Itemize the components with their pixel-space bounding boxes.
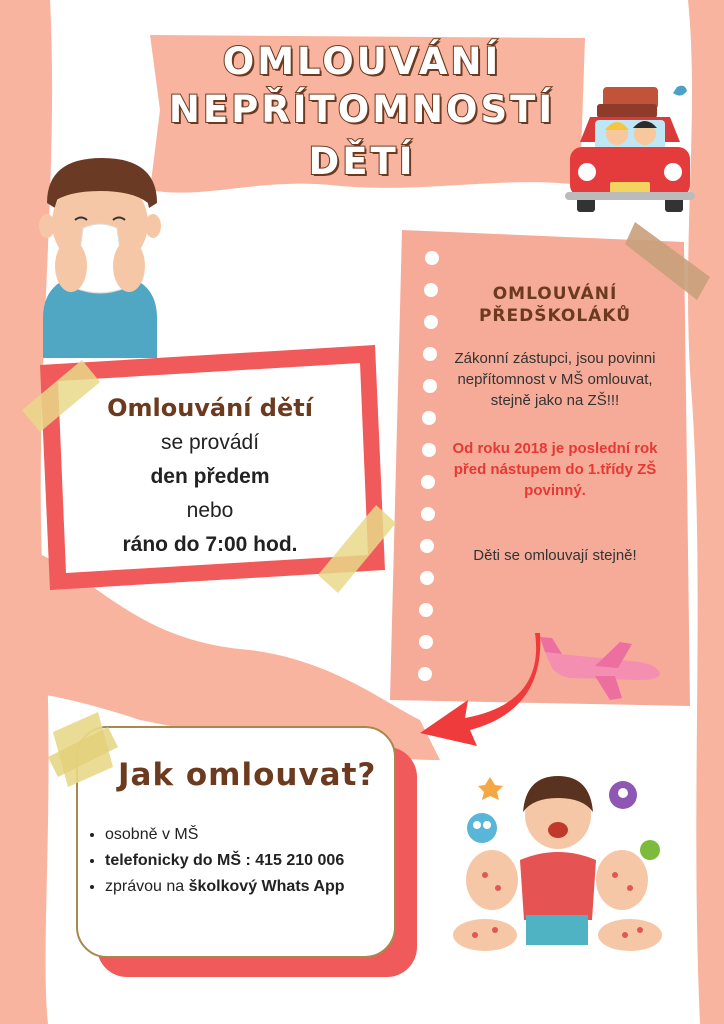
when-box-line3: den předem [150, 465, 270, 488]
preschool-text-2c: povinný. [524, 482, 586, 499]
sick-boy-illustration [35, 148, 165, 358]
how-box-heading: Jak omlouvat? [118, 757, 377, 793]
title-line-2: NEPŘÍTOMNOSTÍ [168, 88, 556, 131]
red-arrow [415, 628, 545, 748]
when-box [60, 370, 360, 570]
preschool-title-1: OMLOUVÁNÍ [492, 284, 618, 304]
preschool-text-2b: před nástupem do 1.třídy ZŠ [453, 461, 657, 478]
sick-child-germs-illustration [440, 770, 670, 955]
when-box-heading: Omlouvání dětí [107, 394, 313, 422]
how-item-whatsapp-prefix: zprávou na [105, 878, 189, 895]
title-line-1: OMLOUVÁNÍ [222, 40, 502, 83]
how-item-whatsapp-bold: školkový Whats App [188, 878, 345, 895]
how-list [85, 826, 345, 904]
how-item-whatsapp [105, 878, 345, 896]
preschool-title-2: PŘEDŠKOLÁKŮ [478, 306, 632, 326]
when-box-line4: nebo [186, 499, 234, 522]
how-item-phone: • telefonicky do MŠ : 415 210 006 [105, 852, 345, 870]
preschool-text-2a: Od roku 2018 je poslední rok [452, 440, 658, 457]
car-illustration [565, 82, 695, 227]
title-line-3: DĚTÍ [308, 140, 416, 183]
tape-how-box [48, 712, 118, 787]
when-box-line2: se provádí [160, 431, 260, 454]
preschool-text-1b: nepřítomnost v MŠ omlouvat, [457, 371, 653, 388]
preschool-text-1c: stejně jako na ZŠ!!! [490, 392, 620, 409]
airplane-illustration [540, 632, 665, 702]
how-item-personal: • osobně v MŠ [105, 826, 345, 844]
when-box-line5: ráno do 7:00 hod. [122, 533, 298, 556]
preschool-text-1a: Zákonní zástupci, jsou povinni [454, 350, 656, 367]
preschool-text-3: Děti se omlouvají stejně! [473, 547, 637, 564]
